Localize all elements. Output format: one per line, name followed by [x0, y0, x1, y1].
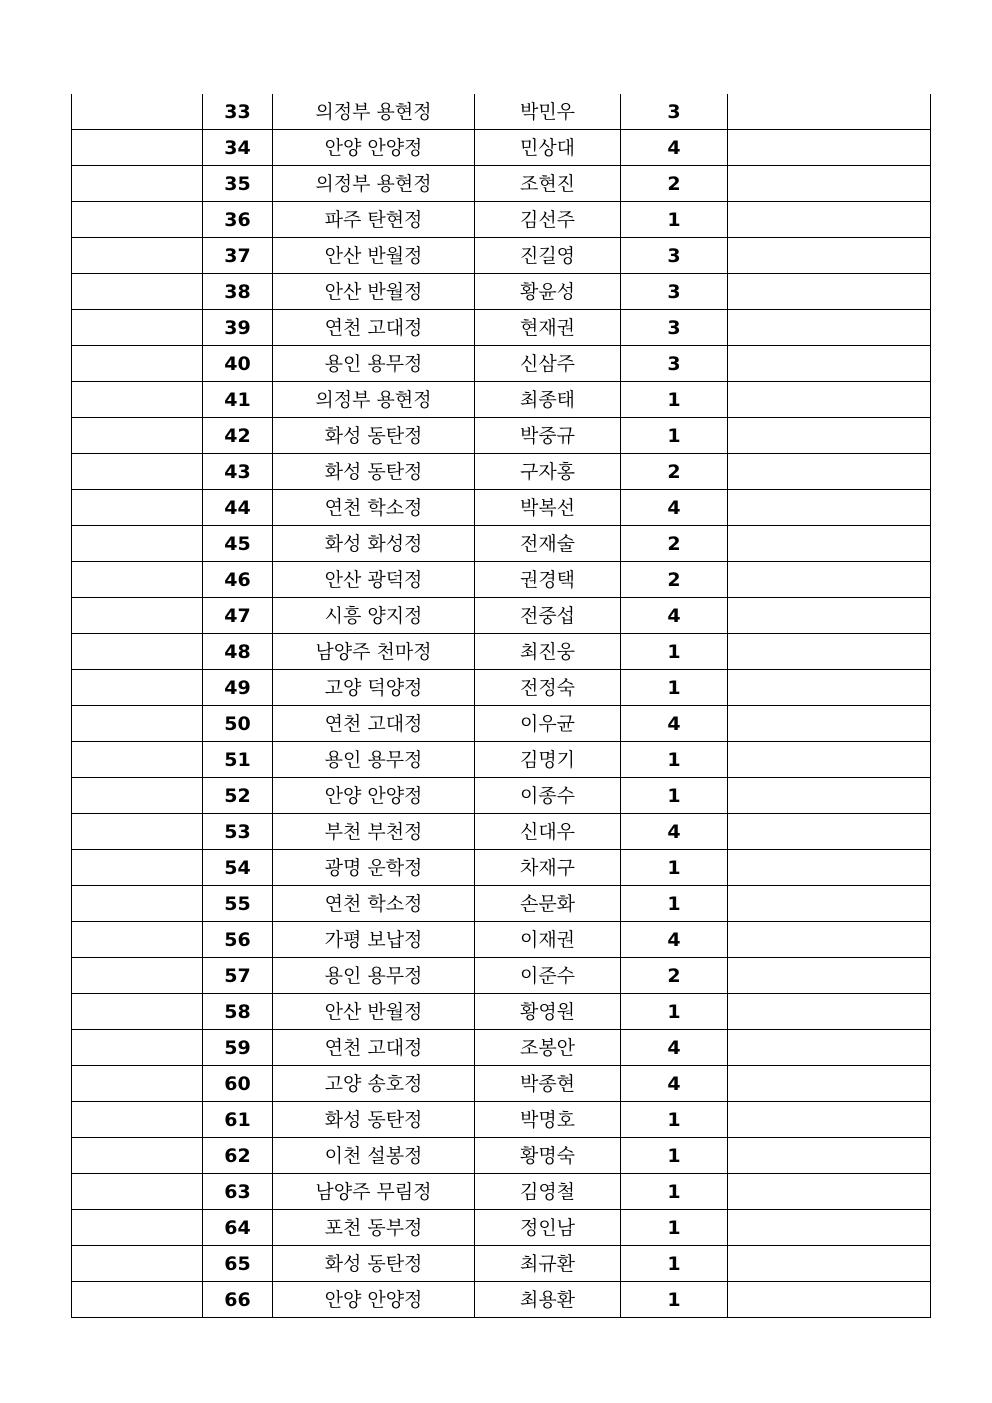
- grade-cell: 1: [621, 670, 728, 706]
- number-cell: 49: [203, 670, 273, 706]
- blank-cell: [72, 1210, 203, 1246]
- number-cell: 50: [203, 706, 273, 742]
- blank-cell: [72, 814, 203, 850]
- club-cell: 화성 동탄정: [273, 1102, 475, 1138]
- remarks-cell: [728, 850, 931, 886]
- blank-cell: [72, 886, 203, 922]
- name-cell: 김영철: [475, 1174, 621, 1210]
- table-row: [72, 994, 931, 1030]
- name-cell: 박명호: [475, 1102, 621, 1138]
- remarks-cell: [728, 1210, 931, 1246]
- number-cell: 52: [203, 778, 273, 814]
- name-cell: 현재권: [475, 310, 621, 346]
- table-row: [72, 1210, 931, 1246]
- remarks-cell: [728, 454, 931, 490]
- number-cell: 61: [203, 1102, 273, 1138]
- club-cell: 안양 안양정: [273, 1282, 475, 1318]
- number-cell: 44: [203, 490, 273, 526]
- grade-cell: 1: [621, 1282, 728, 1318]
- name-cell: 정인남: [475, 1210, 621, 1246]
- remarks-cell: [728, 814, 931, 850]
- number-cell: 60: [203, 1066, 273, 1102]
- remarks-cell: [728, 742, 931, 778]
- remarks-cell: [728, 274, 931, 310]
- table-row: [72, 562, 931, 598]
- name-cell: 전재술: [475, 526, 621, 562]
- grade-cell: 4: [621, 814, 728, 850]
- table-row: [72, 778, 931, 814]
- club-cell: 가평 보납정: [273, 922, 475, 958]
- table-row: [72, 706, 931, 742]
- grade-cell: 2: [621, 166, 728, 202]
- remarks-cell: [728, 994, 931, 1030]
- blank-cell: [72, 706, 203, 742]
- number-cell: 35: [203, 166, 273, 202]
- name-cell: 조현진: [475, 166, 621, 202]
- club-cell: 의정부 용현정: [273, 166, 475, 202]
- remarks-cell: [728, 418, 931, 454]
- blank-cell: [72, 94, 203, 130]
- name-cell: 이재권: [475, 922, 621, 958]
- blank-cell: [72, 382, 203, 418]
- grade-cell: 4: [621, 130, 728, 166]
- roster-table: [71, 94, 931, 1318]
- remarks-cell: [728, 1066, 931, 1102]
- grade-cell: 1: [621, 742, 728, 778]
- table-row: [72, 598, 931, 634]
- name-cell: 박민우: [475, 94, 621, 130]
- blank-cell: [72, 1102, 203, 1138]
- table-row: [72, 1138, 931, 1174]
- table-row: [72, 742, 931, 778]
- number-cell: 57: [203, 958, 273, 994]
- grade-cell: 4: [621, 922, 728, 958]
- number-cell: 34: [203, 130, 273, 166]
- table-row: [72, 958, 931, 994]
- table-row: [72, 202, 931, 238]
- blank-cell: [72, 670, 203, 706]
- table-row: [72, 1174, 931, 1210]
- club-cell: 용인 용무정: [273, 346, 475, 382]
- club-cell: 고양 송호정: [273, 1066, 475, 1102]
- table-row: [72, 526, 931, 562]
- remarks-cell: [728, 1282, 931, 1318]
- number-cell: 47: [203, 598, 273, 634]
- name-cell: 최종태: [475, 382, 621, 418]
- club-cell: 안양 안양정: [273, 130, 475, 166]
- club-cell: 안산 반월정: [273, 238, 475, 274]
- name-cell: 신삼주: [475, 346, 621, 382]
- blank-cell: [72, 994, 203, 1030]
- table-row: [72, 382, 931, 418]
- name-cell: 박중규: [475, 418, 621, 454]
- table-row: [72, 1102, 931, 1138]
- blank-cell: [72, 1066, 203, 1102]
- name-cell: 최용환: [475, 1282, 621, 1318]
- remarks-cell: [728, 670, 931, 706]
- club-cell: 남양주 무림정: [273, 1174, 475, 1210]
- club-cell: 광명 운학정: [273, 850, 475, 886]
- grade-cell: 4: [621, 490, 728, 526]
- table-row: [72, 238, 931, 274]
- blank-cell: [72, 310, 203, 346]
- blank-cell: [72, 274, 203, 310]
- table-row: [72, 274, 931, 310]
- name-cell: 차재구: [475, 850, 621, 886]
- name-cell: 민상대: [475, 130, 621, 166]
- club-cell: 화성 화성정: [273, 526, 475, 562]
- remarks-cell: [728, 598, 931, 634]
- name-cell: 황영원: [475, 994, 621, 1030]
- table-row: [72, 166, 931, 202]
- remarks-cell: [728, 202, 931, 238]
- grade-cell: 1: [621, 1138, 728, 1174]
- grade-cell: 4: [621, 1066, 728, 1102]
- club-cell: 화성 동탄정: [273, 1246, 475, 1282]
- number-cell: 51: [203, 742, 273, 778]
- club-cell: 고양 덕양정: [273, 670, 475, 706]
- grade-cell: 1: [621, 634, 728, 670]
- number-cell: 66: [203, 1282, 273, 1318]
- document-page: [71, 94, 931, 1318]
- remarks-cell: [728, 94, 931, 130]
- blank-cell: [72, 598, 203, 634]
- name-cell: 김선주: [475, 202, 621, 238]
- grade-cell: 1: [621, 1174, 728, 1210]
- grade-cell: 3: [621, 346, 728, 382]
- number-cell: 58: [203, 994, 273, 1030]
- club-cell: 파주 탄현정: [273, 202, 475, 238]
- club-cell: 용인 용무정: [273, 958, 475, 994]
- number-cell: 62: [203, 1138, 273, 1174]
- table-row: [72, 130, 931, 166]
- remarks-cell: [728, 634, 931, 670]
- number-cell: 38: [203, 274, 273, 310]
- table-row: [72, 1282, 931, 1318]
- number-cell: 36: [203, 202, 273, 238]
- blank-cell: [72, 1030, 203, 1066]
- remarks-cell: [728, 958, 931, 994]
- blank-cell: [72, 1174, 203, 1210]
- grade-cell: 2: [621, 454, 728, 490]
- grade-cell: 3: [621, 238, 728, 274]
- club-cell: 안양 안양정: [273, 778, 475, 814]
- number-cell: 53: [203, 814, 273, 850]
- grade-cell: 1: [621, 202, 728, 238]
- club-cell: 남양주 천마정: [273, 634, 475, 670]
- grade-cell: 2: [621, 526, 728, 562]
- table-row: [72, 1246, 931, 1282]
- remarks-cell: [728, 1138, 931, 1174]
- blank-cell: [72, 202, 203, 238]
- grade-cell: 4: [621, 598, 728, 634]
- remarks-cell: [728, 346, 931, 382]
- name-cell: 전정숙: [475, 670, 621, 706]
- club-cell: 용인 용무정: [273, 742, 475, 778]
- grade-cell: 1: [621, 850, 728, 886]
- number-cell: 43: [203, 454, 273, 490]
- name-cell: 이우균: [475, 706, 621, 742]
- blank-cell: [72, 526, 203, 562]
- number-cell: 37: [203, 238, 273, 274]
- name-cell: 신대우: [475, 814, 621, 850]
- name-cell: 김명기: [475, 742, 621, 778]
- grade-cell: 1: [621, 778, 728, 814]
- number-cell: 42: [203, 418, 273, 454]
- remarks-cell: [728, 922, 931, 958]
- blank-cell: [72, 634, 203, 670]
- number-cell: 45: [203, 526, 273, 562]
- remarks-cell: [728, 526, 931, 562]
- grade-cell: 1: [621, 418, 728, 454]
- remarks-cell: [728, 1030, 931, 1066]
- club-cell: 시흥 양지정: [273, 598, 475, 634]
- grade-cell: 3: [621, 94, 728, 130]
- table-row: [72, 1066, 931, 1102]
- number-cell: 63: [203, 1174, 273, 1210]
- remarks-cell: [728, 490, 931, 526]
- grade-cell: 4: [621, 1030, 728, 1066]
- table-row: [72, 922, 931, 958]
- number-cell: 33: [203, 94, 273, 130]
- grade-cell: 1: [621, 1246, 728, 1282]
- club-cell: 연천 학소정: [273, 490, 475, 526]
- name-cell: 진길영: [475, 238, 621, 274]
- table-row: [72, 454, 931, 490]
- number-cell: 64: [203, 1210, 273, 1246]
- remarks-cell: [728, 166, 931, 202]
- club-cell: 화성 동탄정: [273, 418, 475, 454]
- blank-cell: [72, 490, 203, 526]
- grade-cell: 1: [621, 1210, 728, 1246]
- name-cell: 권경택: [475, 562, 621, 598]
- blank-cell: [72, 166, 203, 202]
- table-row: [72, 310, 931, 346]
- club-cell: 의정부 용현정: [273, 382, 475, 418]
- blank-cell: [72, 346, 203, 382]
- roster-table-body: [72, 94, 931, 1318]
- blank-cell: [72, 130, 203, 166]
- remarks-cell: [728, 238, 931, 274]
- table-row: [72, 346, 931, 382]
- table-row: [72, 490, 931, 526]
- grade-cell: 2: [621, 958, 728, 994]
- blank-cell: [72, 1246, 203, 1282]
- table-row: [72, 1030, 931, 1066]
- name-cell: 구자홍: [475, 454, 621, 490]
- table-row: [72, 814, 931, 850]
- grade-cell: 3: [621, 310, 728, 346]
- table-row: [72, 94, 931, 130]
- number-cell: 55: [203, 886, 273, 922]
- name-cell: 최진웅: [475, 634, 621, 670]
- name-cell: 박종현: [475, 1066, 621, 1102]
- grade-cell: 4: [621, 706, 728, 742]
- remarks-cell: [728, 310, 931, 346]
- club-cell: 포천 동부정: [273, 1210, 475, 1246]
- remarks-cell: [728, 1174, 931, 1210]
- remarks-cell: [728, 130, 931, 166]
- table-row: [72, 850, 931, 886]
- club-cell: 안산 반월정: [273, 994, 475, 1030]
- name-cell: 전중섭: [475, 598, 621, 634]
- blank-cell: [72, 418, 203, 454]
- grade-cell: 1: [621, 994, 728, 1030]
- grade-cell: 3: [621, 274, 728, 310]
- club-cell: 연천 고대정: [273, 1030, 475, 1066]
- blank-cell: [72, 850, 203, 886]
- remarks-cell: [728, 1102, 931, 1138]
- table-row: [72, 670, 931, 706]
- grade-cell: 2: [621, 562, 728, 598]
- club-cell: 안산 반월정: [273, 274, 475, 310]
- blank-cell: [72, 922, 203, 958]
- blank-cell: [72, 778, 203, 814]
- number-cell: 56: [203, 922, 273, 958]
- club-cell: 연천 학소정: [273, 886, 475, 922]
- number-cell: 41: [203, 382, 273, 418]
- name-cell: 이준수: [475, 958, 621, 994]
- number-cell: 39: [203, 310, 273, 346]
- remarks-cell: [728, 778, 931, 814]
- grade-cell: 1: [621, 382, 728, 418]
- table-row: [72, 418, 931, 454]
- blank-cell: [72, 958, 203, 994]
- club-cell: 부천 부천정: [273, 814, 475, 850]
- remarks-cell: [728, 1246, 931, 1282]
- remarks-cell: [728, 562, 931, 598]
- remarks-cell: [728, 706, 931, 742]
- number-cell: 48: [203, 634, 273, 670]
- remarks-cell: [728, 382, 931, 418]
- grade-cell: 1: [621, 1102, 728, 1138]
- number-cell: 65: [203, 1246, 273, 1282]
- blank-cell: [72, 1282, 203, 1318]
- club-cell: 의정부 용현정: [273, 94, 475, 130]
- name-cell: 황명숙: [475, 1138, 621, 1174]
- name-cell: 조봉안: [475, 1030, 621, 1066]
- blank-cell: [72, 454, 203, 490]
- blank-cell: [72, 742, 203, 778]
- remarks-cell: [728, 886, 931, 922]
- club-cell: 이천 설봉정: [273, 1138, 475, 1174]
- table-row: [72, 886, 931, 922]
- club-cell: 안산 광덕정: [273, 562, 475, 598]
- club-cell: 연천 고대정: [273, 310, 475, 346]
- number-cell: 59: [203, 1030, 273, 1066]
- club-cell: 화성 동탄정: [273, 454, 475, 490]
- name-cell: 박복선: [475, 490, 621, 526]
- grade-cell: 1: [621, 886, 728, 922]
- name-cell: 손문화: [475, 886, 621, 922]
- name-cell: 최규환: [475, 1246, 621, 1282]
- number-cell: 40: [203, 346, 273, 382]
- table-row: [72, 634, 931, 670]
- blank-cell: [72, 562, 203, 598]
- name-cell: 이종수: [475, 778, 621, 814]
- number-cell: 46: [203, 562, 273, 598]
- number-cell: 54: [203, 850, 273, 886]
- blank-cell: [72, 238, 203, 274]
- club-cell: 연천 고대정: [273, 706, 475, 742]
- blank-cell: [72, 1138, 203, 1174]
- name-cell: 황윤성: [475, 274, 621, 310]
